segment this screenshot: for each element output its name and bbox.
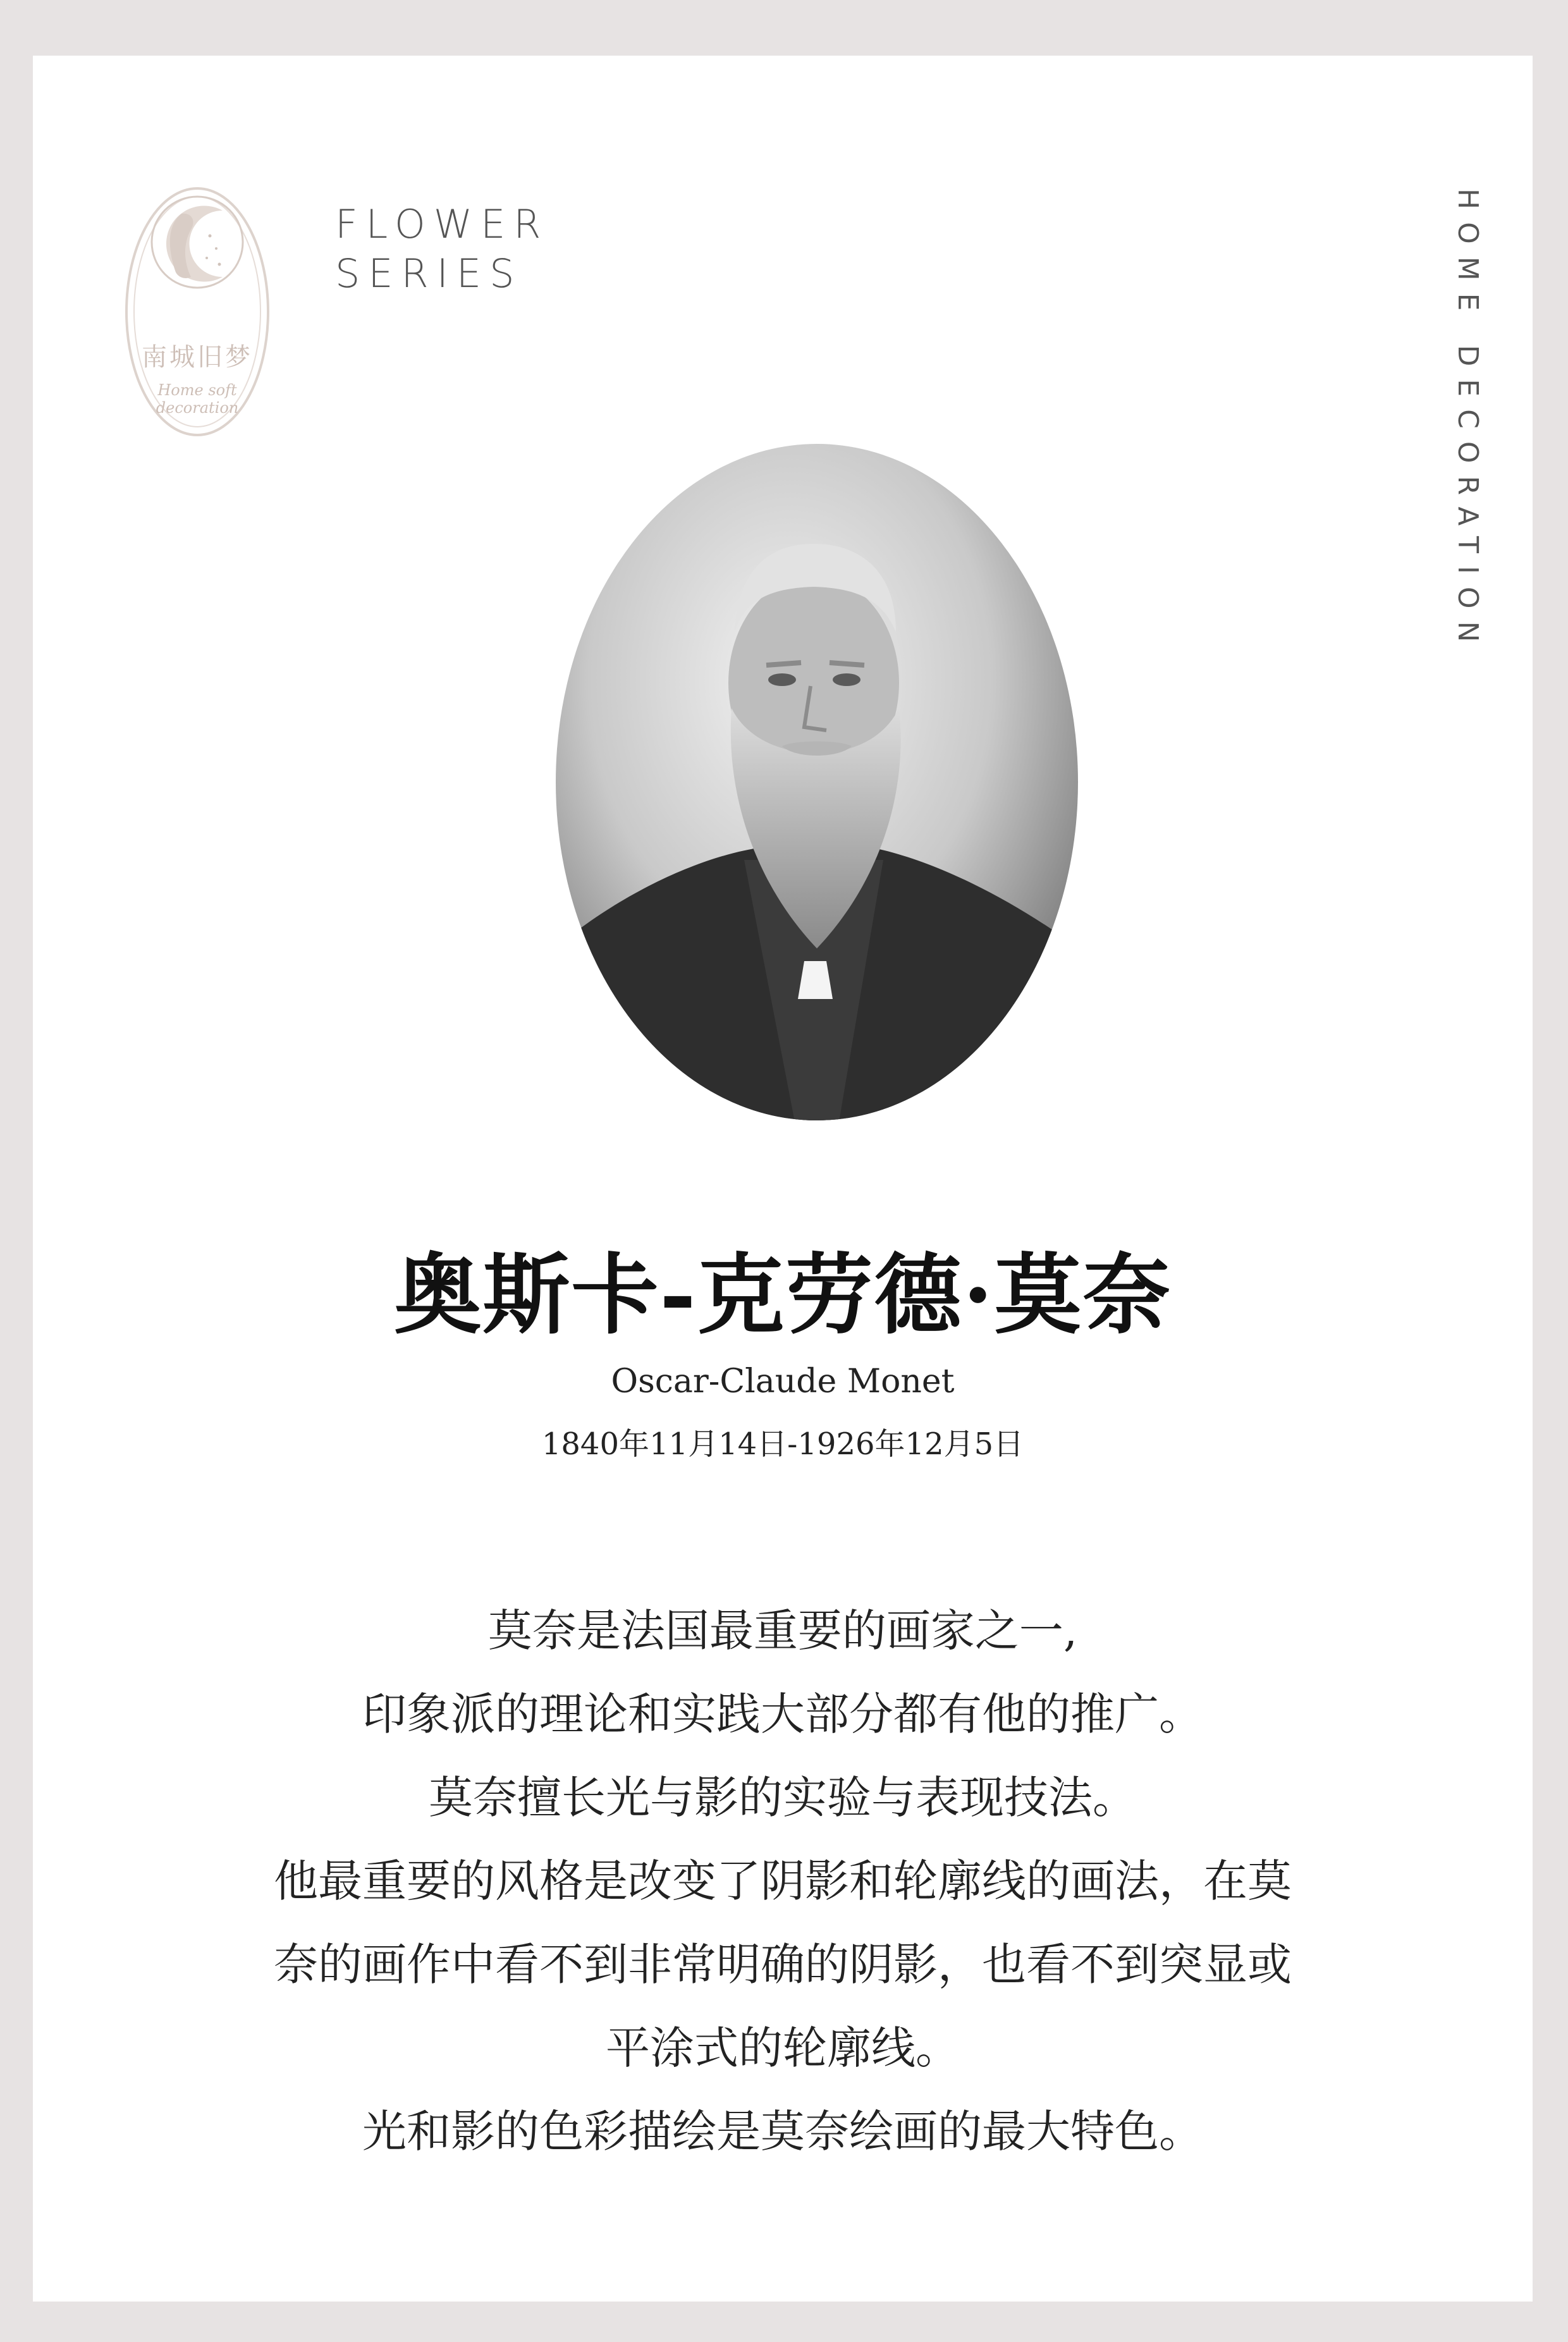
logo-text: 南城旧梦 <box>142 343 253 372</box>
series-line-2: SERIES <box>335 250 523 297</box>
series-line-1: FLOWER <box>335 201 549 247</box>
name-chinese: 奥斯卡-克劳德·莫奈 <box>394 1243 1172 1346</box>
bio-line: 印象派的理论和实践大部分都有他的推广。 <box>362 1688 1203 1740</box>
brand-logo <box>121 176 273 441</box>
bio-line: 平涂式的轮廓线。 <box>606 2022 960 2074</box>
poster-card <box>33 56 1533 2302</box>
logo-script: Home soft decoration <box>156 381 239 417</box>
bio-line: 奈的画作中看不到非常明确的阴影，也看不到突显或 <box>274 1939 1292 1990</box>
bearded-man-portrait-icon <box>554 443 1079 1122</box>
bio-line: 他最重要的风格是改变了阴影和轮廓线的画法，在莫 <box>274 1855 1292 1907</box>
vertical-caption: HOME DECORATION <box>1452 188 1484 655</box>
bio-line: 光和影的色彩描绘是莫奈绘画的最大特色。 <box>362 2106 1203 2157</box>
series-heading <box>335 200 549 298</box>
name-english: Oscar-Claude Monet <box>611 1363 955 1401</box>
life-dates: 1840年11月14日-1926年12月5日 <box>541 1426 1024 1462</box>
bio-line: 莫奈是法国最重要的画家之一, <box>487 1605 1078 1657</box>
bio-line: 莫奈擅长光与影的实验与表现技法。 <box>429 1772 1137 1824</box>
portrait-photo <box>554 443 1079 1122</box>
biography <box>223 1589 1343 2173</box>
